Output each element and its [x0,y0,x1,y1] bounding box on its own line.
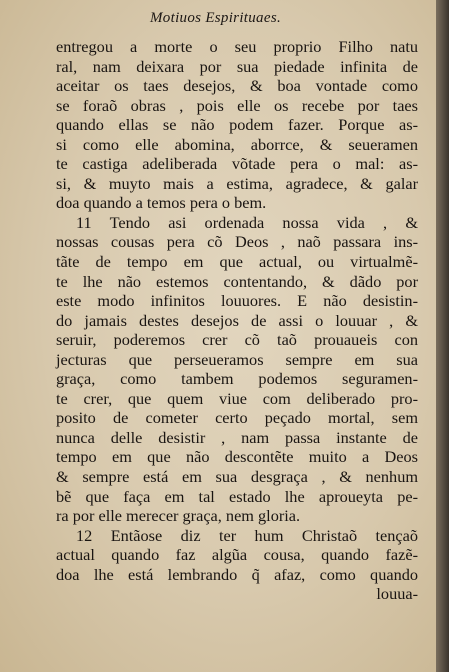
text-line: 11 Tendo asi ordenada nossa vida , & [76,212,418,232]
text-line: nossas cousas pera cõ Deos , naõ passara ins- [56,232,418,252]
text-line: entregou a morte o seu proprio Filho natu [56,37,418,56]
page-edge [436,0,449,672]
text-line: louua- [376,584,418,604]
body-text [56,37,418,604]
text-line: actual quando faz algũa cousa, quando fazẽ- [56,545,418,565]
text-line: tãte de tempo em que actual, ou virtualmẽ- [56,252,418,272]
text-line: si, & muyto mais a estima, agradece, & galar [56,173,418,193]
text-line: ral, nam deixara por sua piedade infinita de [56,56,418,76]
text-line: te lhe não estemos contentando, & dãdo por [56,271,418,291]
text-line: doa lhe está lembrando q̃ afaz, como quando [56,564,418,584]
text-line: te crer, que quem viue com deliberado pro- [56,388,418,408]
text-line: do jamais destes desejos de assi o louuar , & [56,310,418,330]
text-line: & sempre está em sua desgraça , & nenhum [56,467,418,487]
text-line: este modo infinitos louuores. E não desistin- [56,291,418,311]
text-line: graça, como tambem podemos seguramen- [56,369,418,389]
text-line: jecturas que perseueramos sempre em sua [56,349,418,369]
text-line: quando ellas se não podem fazer. Porque as- [56,115,418,135]
text-line: seruir, poderemos crer cõ taõ prouaueis con [56,330,418,350]
text-line: si como elle abomina, aborrce, & seueramen [56,134,418,154]
text-line: tempo em que não descontẽte muito a Deos [56,447,418,467]
running-header: Motiuos Espirituaes. [150,10,282,26]
text-line: 12 Entãose diz ter hum Christaõ tençaõ [76,525,418,545]
text-line: te castiga adeliberada võtade pera o mal: as- [56,154,418,174]
text-line: posito de cometer certo peçado mortal, sem [56,408,418,428]
text-line: aceitar os taes desejos, & boa vontade como [56,76,418,96]
text-line: bẽ que faça em tal estado lhe aproueyta pe- [56,486,418,506]
text-line: ra por elle merecer graça, nem gloria. [56,506,301,526]
text-line: nunca delle desistir , nam passa instante de [56,427,418,447]
text-line: doa quando a temos pera o bem. [56,193,267,213]
text-line: se foraõ obras , pois elle os recebe por taes [56,95,418,115]
